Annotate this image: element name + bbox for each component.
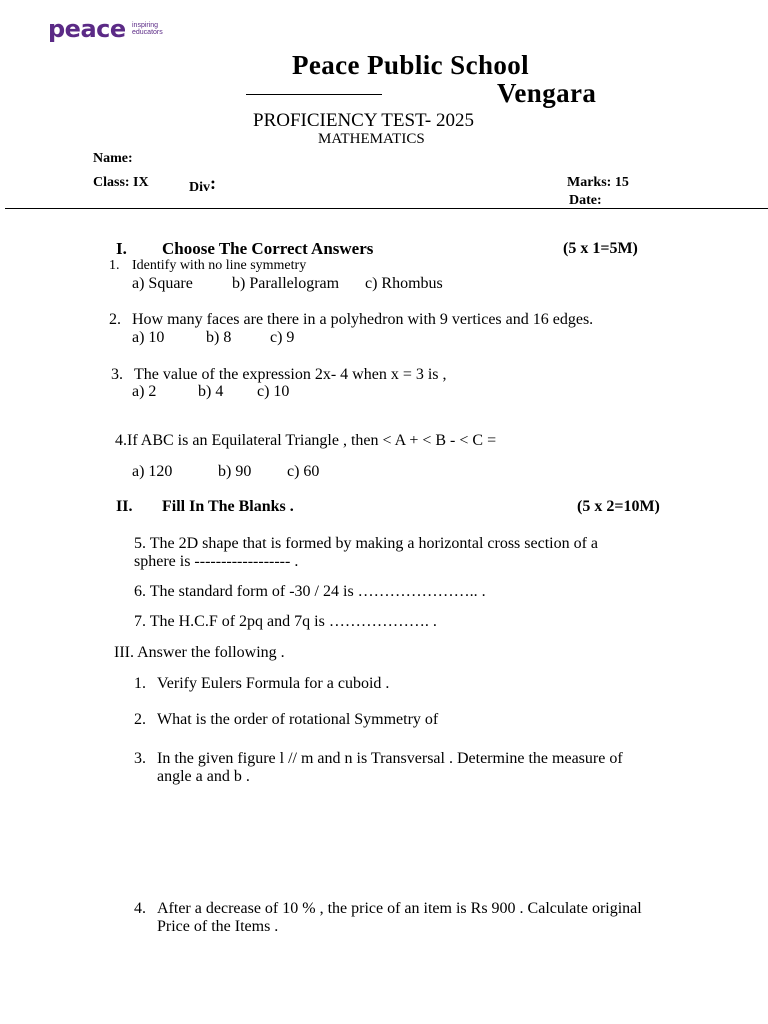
div-label: Div: <box>189 173 216 195</box>
q1-option-a: a) Square <box>132 275 193 292</box>
s3-q3-text-line1: In the given figure l // m and n is Transversal . Determine the measure of <box>157 750 623 767</box>
q6-text: 6. The standard form of -30 / 24 is ………………….. . <box>134 583 486 600</box>
s3-q1-text: Verify Eulers Formula for a cuboid . <box>157 675 390 692</box>
section2-marks: (5 x 2=10M) <box>577 498 660 515</box>
q3-text: The value of the expression 2x- 4 when x = 3 is , <box>134 366 447 383</box>
q2-number: 2. <box>109 311 121 328</box>
header-divider <box>5 208 768 209</box>
q7-text: 7. The H.C.F of 2pq and 7q is ………………. . <box>134 613 437 630</box>
section2-numeral: II. <box>116 498 133 515</box>
section1-numeral: I. <box>116 239 127 258</box>
s3-q2-text: What is the order of rotational Symmetry of <box>157 711 439 728</box>
q5-text-line1: 5. The 2D shape that is formed by making a horizontal cross section of a <box>134 535 599 552</box>
s3-q3-text-line2: angle a and b . <box>157 768 250 785</box>
s3-q3-number: 3. <box>134 750 146 767</box>
q5-text-line2: sphere is ------------------ . <box>134 553 299 570</box>
q1-option-b: b) Parallelogram <box>232 275 340 292</box>
section1-marks: (5 x 1=5M) <box>563 240 638 257</box>
q3-option-a: a) 2 <box>132 383 157 400</box>
section1-title: Choose The Correct Answers <box>162 239 374 258</box>
q3-option-c: c) 10 <box>257 383 290 400</box>
school-logo: peace <box>48 15 126 43</box>
s3-q2-number: 2. <box>134 711 146 728</box>
marks-label: Marks: 15 <box>567 175 629 190</box>
section3-title: III. Answer the following . <box>114 644 285 661</box>
s3-q1-number: 1. <box>134 675 146 692</box>
q1-number: 1. <box>109 258 120 273</box>
class-label: Class: IX <box>93 175 149 190</box>
test-title: PROFICIENCY TEST- 2025 <box>253 110 474 131</box>
q1-text: Identify with no line symmetry <box>132 258 307 273</box>
school-place: Vengara <box>497 78 597 108</box>
q2-option-a: a) 10 <box>132 329 165 346</box>
q1-option-c: c) Rhombus <box>365 275 443 292</box>
q4-text: 4.If ABC is an Equilateral Triangle , then < A + < B - < C = <box>115 432 497 449</box>
q2-text: How many faces are there in a polyhedron with 9 vertices and 16 edges. <box>132 311 594 328</box>
q4-option-a: a) 120 <box>132 463 173 480</box>
s3-q4-text-line2: Price of the Items . <box>157 918 279 935</box>
q4-option-c: c) 60 <box>287 463 320 480</box>
section2-title: Fill In The Blanks . <box>162 498 294 515</box>
q4-option-b: b) 90 <box>218 463 252 480</box>
q2-option-b: b) 8 <box>206 329 232 346</box>
school-name: Peace Public School <box>292 50 530 80</box>
title-underline <box>246 94 382 95</box>
s3-q4-number: 4. <box>134 900 146 917</box>
subject-title: MATHEMATICS <box>318 131 425 147</box>
q2-option-c: c) 9 <box>270 329 295 346</box>
logo-tagline: inspiring educators <box>132 22 163 36</box>
q3-number: 3. <box>111 366 123 383</box>
s3-q4-text-line1: After a decrease of 10 % , the price of an item is Rs 900 . Calculate original <box>157 900 642 917</box>
name-label: Name: <box>93 151 133 166</box>
date-label: Date: <box>569 193 602 208</box>
q3-option-b: b) 4 <box>198 383 224 400</box>
